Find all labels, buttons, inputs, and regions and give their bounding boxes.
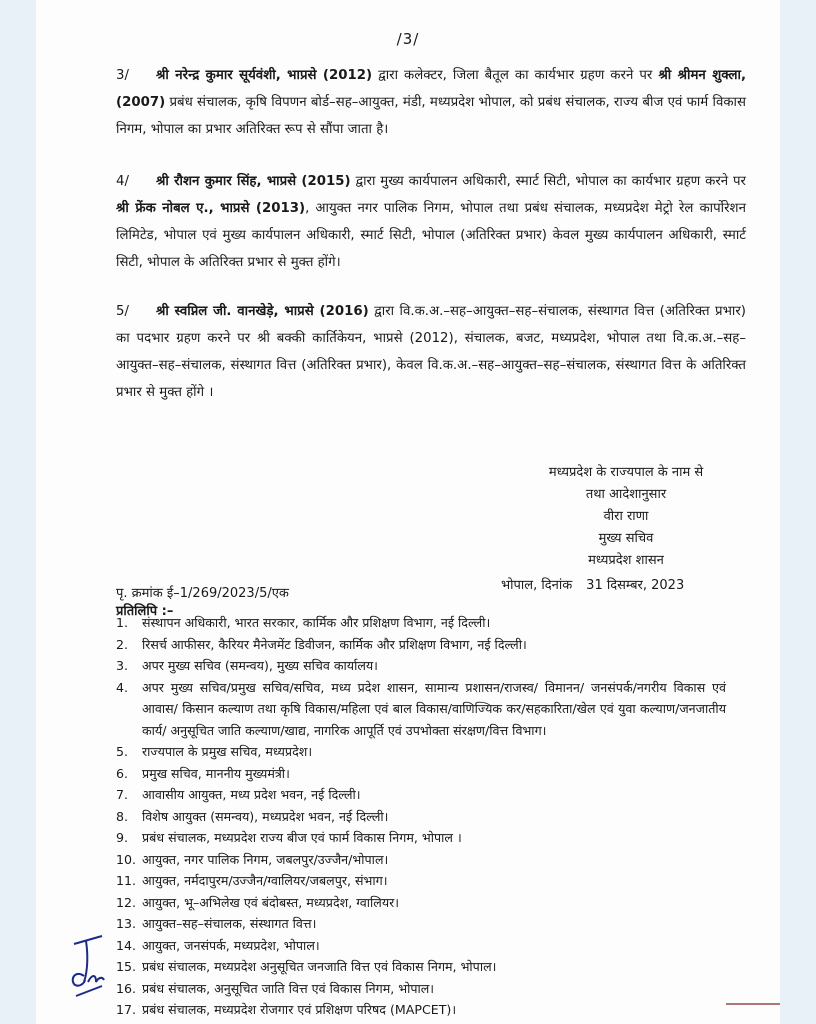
- officer-name: श्री स्वप्निल जी. वानखेड़े, भाप्रसे (2016): [156, 304, 369, 319]
- copy-to-item: [116, 913, 726, 935]
- signature-block: [476, 462, 776, 572]
- copy-to-item-text: प्रबंध संचालक, मध्यप्रदेश रोजगार एवं प्रशिक्षण परिषद (MAPCET)।: [142, 1002, 457, 1017]
- copy-to-item: [116, 677, 726, 742]
- copy-to-item-number: 13.: [116, 916, 137, 931]
- copy-to-item-number: 2.: [116, 636, 129, 652]
- copy-to-item: [116, 892, 726, 914]
- paragraph-text: द्वारा वि.क.अ.–सह–आयुक्त–सह–संचालक, संस्थागत वित्त (अतिरिक्त प्रभार) का पदभार ग्रहण करने पर श्री बक्की कार्तिकेयन, भाप्रसे (2012), संचालक, बजट, मध्यप्रदेश, भोपाल तथा वि.क.अ.–सह–आयुक्त–सह–संचालक, संस्थागत वित्त (अतिरिक्त प्रभार), केवल वि.क.अ.–सह–आयुक्त–सह–संचालक, संस्थागत वित्त के अतिरिक्त प्रभार से मुक्त होंगे ।: [116, 304, 746, 400]
- copy-to-item-text: अपर मुख्य सचिव/प्रमुख सचिव/सचिव, मध्य प्रदेश शासन, सामान्य प्रशासन/राजस्व/ विमानन/ जनसंपर्क/नगरीय विकास एवं आवास/ किसान कल्याण तथा कृषि विकास/महिला एवं बाल विकास/वाणिज्यिक कर/सहकारिता/खेल एवं युवा कल्याण/जनजातीय कार्य/ अनुसूचित जाति कल्याण/खाद्य, नागरिक आपूर्ति एवं उपभोक्ता संरक्षण/वित्त विभाग।: [142, 679, 726, 738]
- officer-name: श्री फ्रेंक नोबल ए., भाप्रसे (2013): [116, 201, 306, 216]
- initials-signature-icon: [64, 932, 114, 1002]
- page-number: /3/: [396, 30, 420, 48]
- officer-name: श्री रौशन कुमार सिंह, भाप्रसे (2015): [156, 174, 351, 189]
- order-date: 31 दिसम्बर, 2023: [586, 578, 685, 593]
- order-paragraph-4: [116, 168, 746, 276]
- copy-to-item: [116, 784, 726, 806]
- copy-to-item-text: आयुक्त, जनसंपर्क, मध्यप्रदेश, भोपाल।: [142, 937, 320, 953]
- copy-to-item-number: 17.: [116, 1002, 137, 1017]
- place-date: [501, 575, 684, 593]
- place-date-label: भोपाल, दिनांक: [501, 578, 573, 593]
- copy-to-item: [116, 612, 726, 634]
- paragraph-text: प्रबंध संचालक, कृषि विपणन बोर्ड–सह–आयुक्त, मंडी, मध्यप्रदेश भोपाल, को प्रबंध संचालक, राज्य बीज एवं फार्म विकास निगम, भोपाल का प्रभार अतिरिक्त रूप से सौंपा जाता है।: [116, 95, 746, 137]
- copy-to-item-text: आयुक्त–सह–संचालक, संस्थागत वित्त।: [142, 916, 317, 931]
- copy-to-item-number: 10.: [116, 851, 137, 867]
- officer-name: श्री नरेन्द्र कुमार सूर्यवंशी, भाप्रसे (2012): [156, 68, 373, 83]
- copy-to-item-text: आयुक्त, भू–अभिलेख एवं बंदोबस्त, मध्यप्रदेश, ग्वालियर।: [142, 894, 400, 910]
- officer-name: श्री श्रीमन शुक्ला, (2007): [116, 68, 747, 110]
- copy-to-item-text: राज्यपाल के प्रमुख सचिव, मध्यप्रदेश।: [142, 744, 313, 759]
- copy-to-item-number: 4.: [116, 679, 129, 695]
- document-page: [36, 0, 780, 1024]
- copy-to-item-text: रिसर्च आफीसर, कैरियर मैनेजमेंट डिवीजन, कार्मिक और प्रशिक्षण विभाग, नई दिल्ली।: [142, 636, 527, 652]
- copy-to-item-number: 3.: [116, 658, 129, 673]
- order-paragraph-5: [116, 298, 746, 406]
- copy-to-item: [116, 634, 726, 656]
- copy-to-item: [116, 870, 726, 892]
- copy-to-item: [116, 763, 726, 785]
- copy-to-item-text: प्रमुख सचिव, माननीय मुख्यमंत्री।: [142, 765, 290, 781]
- paragraph-text: द्वारा मुख्य कार्यपालन अधिकारी, स्मार्ट सिटी, भोपाल का कार्यभार ग्रहण करने पर: [350, 174, 746, 189]
- signature-line: मध्यप्रदेश के राज्यपाल के नाम से: [548, 465, 704, 480]
- order-paragraph-3: [116, 62, 746, 143]
- copy-to-item-number: 14.: [116, 937, 137, 953]
- copy-to-item: [116, 655, 726, 677]
- copy-to-item-number: 12.: [116, 894, 137, 910]
- copy-to-item-number: 8.: [116, 808, 129, 824]
- copy-to-item-number: 9.: [116, 830, 129, 845]
- paragraph-number: 4/: [116, 174, 129, 189]
- copy-to-item-text: संस्थापन अधिकारी, भारत सरकार, कार्मिक और प्रशिक्षण विभाग, नई दिल्ली।: [142, 615, 491, 630]
- copy-to-item-text: विशेष आयुक्त (समन्वय), मध्यप्रदेश भवन, नई दिल्ली।: [142, 808, 389, 824]
- copy-to-item-text: आवासीय आयुक्त, मध्य प्रदेश भवन, नई दिल्ली।: [142, 787, 361, 802]
- copy-to-item: [116, 999, 726, 1021]
- signatory-designation: मुख्य सचिव: [598, 531, 654, 546]
- copy-to-item-text: आयुक्त, नगर पालिक निगम, जबलपुर/उज्जैन/भोपाल।: [142, 851, 389, 867]
- copy-to-item-number: 11.: [116, 873, 137, 888]
- edge-mark: [726, 1003, 780, 1005]
- copy-to-item-number: 5.: [116, 744, 129, 759]
- copy-to-item-text: आयुक्त, नर्मदापुरम/उज्जैन/ग्वालियर/जबलपुर, संभाग।: [142, 873, 388, 888]
- signatory-office: मध्यप्रदेश शासन: [588, 553, 664, 568]
- copy-to-item: [116, 956, 726, 978]
- copy-to-item-number: 16.: [116, 980, 137, 996]
- copy-to-item: [116, 827, 726, 849]
- copy-to-item: [116, 741, 726, 763]
- copy-to-item-number: 7.: [116, 787, 129, 802]
- copy-to-item: [116, 978, 726, 1000]
- paragraph-text: , आयुक्त नगर पालिक निगम, भोपाल तथा प्रबंध संचालक, मध्यप्रदेश मेट्रो रेल कार्पोरेशन लिमिटेड, भोपाल एवं मुख्य कार्यपालन अधिकारी, स्मार्ट सिटी, भोपाल (अतिरिक्त प्रभार) केवल मुख्य कार्यपालन अधिकारी, स्मार्ट सिटी, भोपाल के अतिरिक्त प्रभार से मुक्त होंगे।: [116, 201, 746, 270]
- copy-to-item-number: 1.: [116, 615, 129, 630]
- signature-line: तथा आदेशानुसार: [585, 487, 667, 502]
- paragraph-number: 5/: [116, 304, 129, 319]
- copy-to-item-text: प्रबंध संचालक, मध्यप्रदेश राज्य बीज एवं फार्म विकास निगम, भोपाल ।: [142, 830, 462, 845]
- copy-to-item-text: प्रबंध संचालक, मध्यप्रदेश अनुसूचित जनजाति वित्त एवं विकास निगम, भोपाल।: [142, 959, 497, 974]
- signatory-name: वीरा राणा: [603, 509, 649, 524]
- copy-to-item-text: अपर मुख्य सचिव (समन्वय), मुख्य सचिव कार्यालय।: [142, 658, 378, 673]
- copy-to-item-text: प्रबंध संचालक, अनुसूचित जाति वित्त एवं विकास निगम, भोपाल।: [142, 980, 435, 996]
- copy-to-item: [116, 849, 726, 871]
- reference-number: पृ. क्रमांक ई–1/269/2023/5/एक: [116, 586, 289, 601]
- copy-to-item: [116, 935, 726, 957]
- copy-to-item-number: 6.: [116, 765, 129, 781]
- copy-to-item-number: 15.: [116, 959, 137, 974]
- copy-to-title: प्रतिलिपि :–: [116, 604, 174, 619]
- copy-to-list: [116, 612, 726, 1021]
- copy-to-item: [116, 806, 726, 828]
- paragraph-text: द्वारा कलेक्टर, जिला बैतूल का कार्यभार ग्रहण करने पर: [372, 68, 659, 83]
- paragraph-number: 3/: [116, 68, 129, 83]
